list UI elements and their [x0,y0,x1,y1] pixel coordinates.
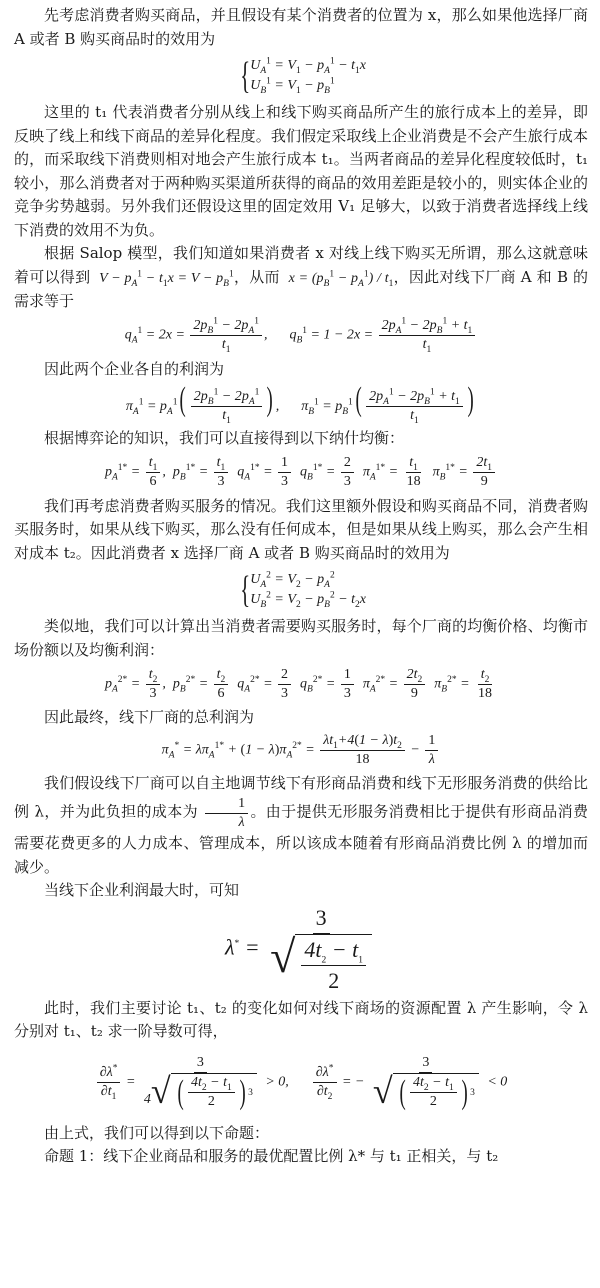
equation-demand: $q_A^1 = 2x$ = $\frac{2p_B^1 - 2p_A^1}{t_1}$ , $q_B^1 = 1 - 2x$ = $\frac{2p_A^1 - 2p_B^1 + t_1}{t_1}$ [14,314,588,358]
paragraph-6: 我们再考虑消费者购买服务的情况。我们这里额外假设和购买商品不同，消费者购买服务时，如果从线下购买，那么没有任何成本，但是如果从线上购买，那么会产生相对成本 t₂。因此消费者 x 选择厂商 A 或者 B 购买商品时的效用为 [14,496,588,562]
paragraph-7: 类似地，我们可以计算出当消费者需要购买服务时，每个厂商的均衡价格、均衡市场份额以及均衡利润： [14,617,588,659]
paragraph-3-text-b: ，从而 [233,267,280,286]
paragraph-11: 此时，我们主要讨论 t₁、t₂ 的变化如何对线下商场的资源配置 λ 产生影响，令 λ 分别对 t₁、t₂ 求一阶导数可得， [14,998,588,1040]
paper-page [14,4,588,1169]
equation-derivatives: $\frac{\partial\lambda^*}{\partial t_1}$ = 3 4 √ ( $\frac{4t_2 - t_1}{2}$ ) 3 > 0, $\frac{\partial\lambda^*}{\partial t_2}$ = − 3 √ ( $\frac{4t_2 - t_1}{2}$ ) 3 < 0 [14,1044,588,1122]
equation-x-solution: $x = (p_B^1 - p_A^1) / t_1$ [288,268,394,289]
equation-total-profit: $\pi_A^* = \lambda\pi_A^{1*} + (1 - \lambda)\pi_A^{2*}$ = $\frac{\lambda t_1+4(1 - \lambda)t_2}{18}$ − $\frac{1}{\lambda}$ [14,730,588,772]
paragraph-1: 先考虑消费者购买商品，并且假设有某个消费者的位置为 x，那么如果他选择厂商 A 或者 B 购买商品时的效用为 [14,6,588,48]
equation-profit: $\pi_A^1 = p_A^1$( $\frac{2p_B^1 - 2p_A^1}{t_1}$ ) , $\pi_B^1 = p_B^1$( $\frac{2p_A^1 - 2p_B^1 + t_1}{t_1}$ ) [125,380,474,426]
paragraph-3-text-c: ，因此对线下厂商 A 和 B 的需求等于 [14,267,589,310]
equation-cost: $\frac{1}{\lambda}$ [203,806,250,821]
paragraph-9-text-b: 。由于提供无形服务消费相比于提供有形商品消费需要花费更多的人力成本、管理成本，所以该成本随着有形商品消费比例 λ 的增加而减少。 [14,802,588,876]
paragraph-3 [14,242,588,314]
equation-lambda-star: λ* = 3 √ $\frac{4t_2 - t_1}{2}$ [14,903,588,997]
paragraph-10: 当线下企业利润最大时，可知 [44,881,240,899]
paragraph-12: 由上式，我们可以得到以下命题： [44,1123,270,1142]
paragraph-13: 命题 1：线下企业商品和服务的最优配置比例 λ* 与 t₁ 正相关，与 t₂ [44,1147,499,1165]
paragraph-2: 这里的 t₁ 代表消费者分别从线上和线下购买商品所产生的旅行成本上的差异，即反映了线上和线下商品的差异化程度。我们假定采取线上企业消费是不会产生旅行成本的，而采取线下消费则相对地会产生旅行成本 t₁。当两者商品的差异化程度较低时，t₁ 较小，那么消费者对于两种购买渠道所获得的商品的效用差距是较小的，则实体企业的竞争劣势越弱。另外我们还假设这里的固定效用 V₁ 足够大，以致于消费者选择线上线下消费的效用不为负。 [14,103,588,239]
equation-indifference: $V - p_A^1 - t_1x = V - p_B^1$ [99,268,234,289]
paragraph-9-text-a: 我们假设线下厂商可以自主地调节线下有形商品消费和线下无形服务消费的供给比例 λ，并为此负担的成本为 [14,773,588,821]
paragraph-5: 根据博弈论的知识，我们可以直接得到以下纳什均衡： [44,429,405,447]
equation-utility-goods: { $U_A^1 = V_1 - p_A^1 - t_1x$ $U_B^1 = V_1 - p_B^1$ [240,55,367,97]
equation-utility-services: { $U_A^2 = V_2 - p_A^2$ $U_B^2 = V_2 - p_B^2 - t_2x$ [240,569,367,611]
paragraph-4: 因此两个企业各自的利润为 [44,359,225,378]
equation-nash-services: $p_A^{2*}$ = $\frac{t_2}{3}$ , $p_B^{2*}$ = $\frac{t_2}{6}$ $q_A^{2*}$ = $\frac{2}{3}$ $q_B^{2*}$ = $\frac{1}{3}$ $\pi_A^{2*}$ = $\frac{2t_2}{9}$ $\pi_B^{2*}$ = $\frac{t_2}{18}$ [104,666,493,701]
paragraph-9 [14,772,588,880]
paragraph-8: 因此最终，线下厂商的总利润为 [44,708,255,726]
paragraph-3-text-a: 根据 Salop 模型，我们知道如果消费者 x 对线上线下购买无所谓，那么这就意味着可以得到 [14,244,588,286]
equation-nash-goods: $p_A^{1*}$ = $\frac{t_1}{6}$ , $p_B^{1*}$ = $\frac{t_1}{3}$ $q_A^{1*}$ = $\frac{1}{3}$ $q_B^{1*}$ = $\frac{2}{3}$ $\pi_A^{1*}$ = $\frac{t_1}{18}$ $\pi_B^{1*}$ = $\frac{2t_1}{9}$ [14,451,588,495]
